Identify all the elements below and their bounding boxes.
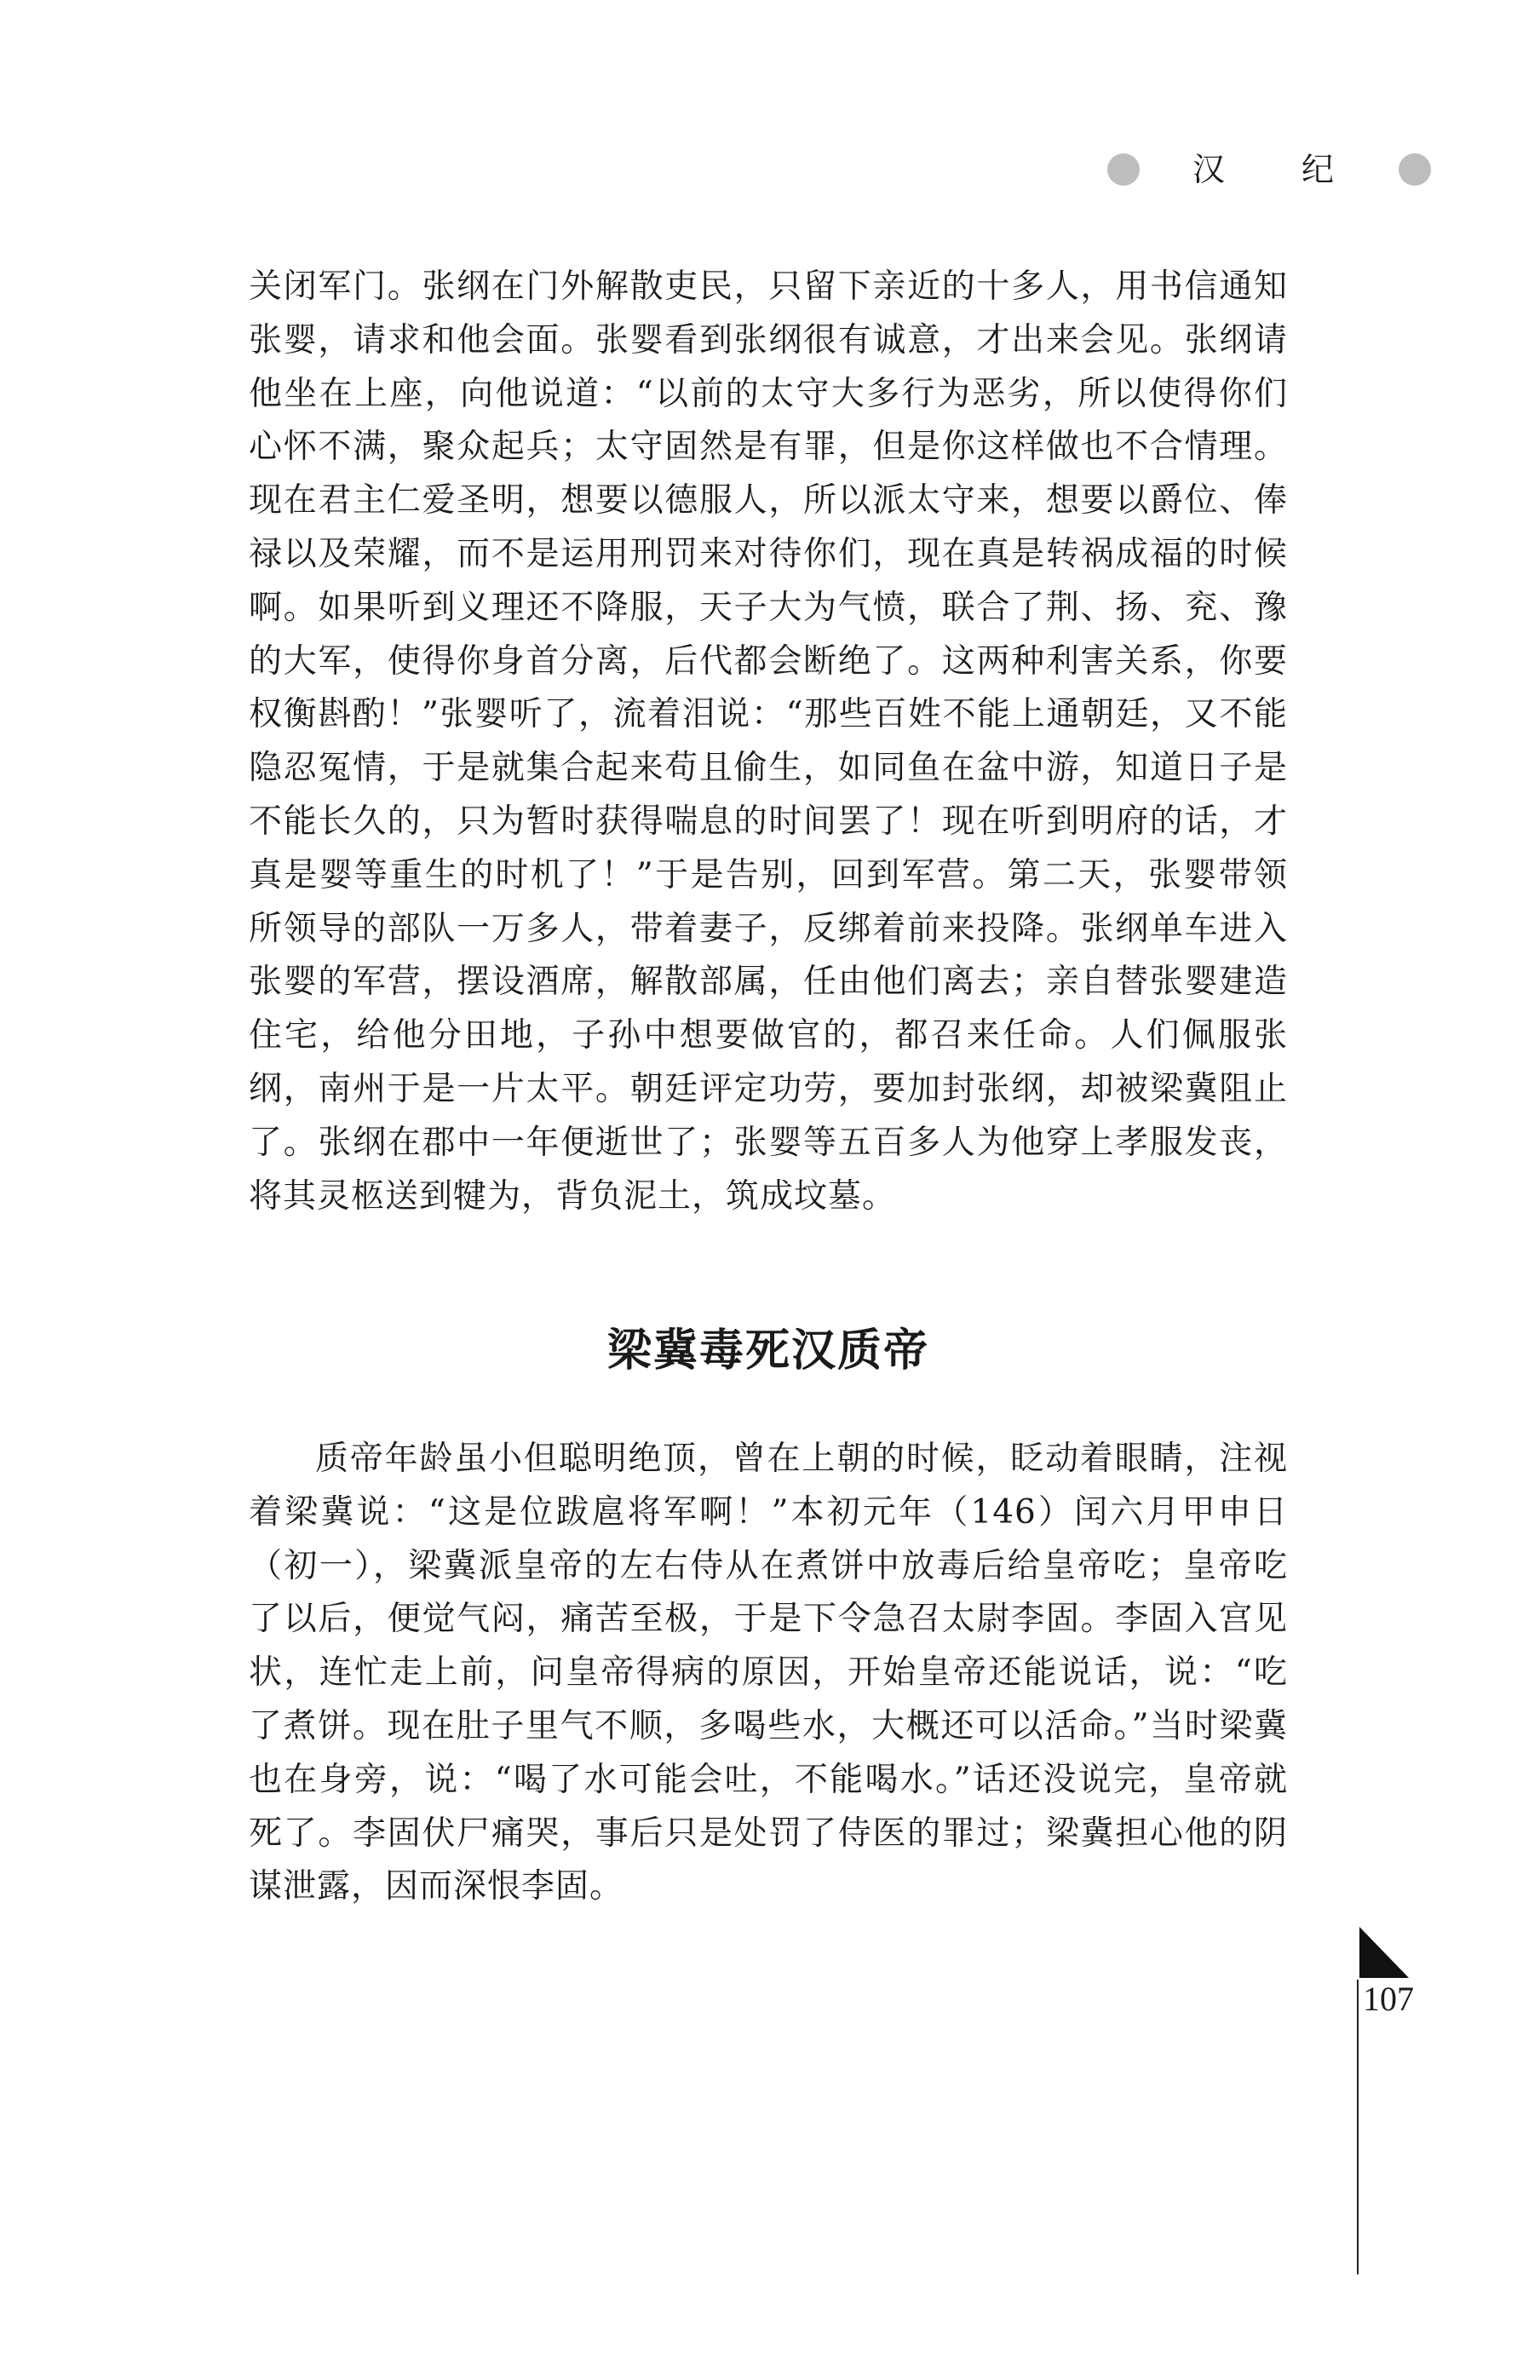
- header-dot-right-icon: [1399, 153, 1431, 186]
- margin-rule: [1357, 1980, 1359, 2274]
- page-corner-triangle-icon: [1359, 1927, 1409, 1978]
- body-paragraph-1: 关闭军门。张纲在门外解散吏民，只留下亲近的十多人，用书信通知张婴，请求和他会面。张婴看到张纲很有诚意，才出来会见。张纲请他坐在上座，向他说道：“以前的太守大多行为恶劣，所以使得你们心怀不满，聚众起兵；太守固然是有罪，但是你这样做也不合情理。现在君主仁爱圣明，想要以德服人，所以派太守来，想要以爵位、俸禄以及荣耀，而不是运用刑罚来对待你们，现在真是转祸成福的时候啊。如果听到义理还不降服，天子大为气愤，联合了荆、扬、兖、豫的大军，使得你身首分离，后代都会断绝了。这两种利害关系，你要权衡斟酌！”张婴听了，流着泪说：“那些百姓不能上通朝廷，又不能隐忍冤情，于是就集合起来苟且偷生，如同鱼在盆中游，知道日子是不能长久的，只为暂时获得喘息的时间罢了！现在听到明府的话，才真是婴等重生的时机了！”于是告别，回到军营。第二天，张婴带领所领导的部队一万多人，带着妻子，反绑着前来投降。张纲单车进入张婴的军营，摆设酒席，解散部属，任由他们离去；亲自替张婴建造住宅，给他分田地，子孙中想要做官的，都召来任命。人们佩服张纲，南州于是一片太平。朝廷评定功劳，要加封张纲，却被梁冀阻止了。张纲在郡中一年便逝世了；张婴等五百多人为他穿上孝服发丧，将其灵柩送到犍为，背负泥土，筑成坟墓。: [249, 267, 1288, 1216]
- header-title-char-2: 纪: [1302, 151, 1335, 188]
- body-paragraph-2: 质帝年龄虽小但聪明绝顶，曾在上朝的时候，眨动着眼睛，注视着梁冀说：“这是位跋扈将军啊！”本初元年（146）闰六月甲申日（初一），梁冀派皇帝的左右侍从在煮饼中放毒后给皇帝吃；皇帝吃了以后，便觉气闷，痛苦至极，于是下令急召太尉李固。李固入宫见状，连忙走上前，问皇帝得病的原因，开始皇帝还能说话，说：“吃了煮饼。现在肚子里气不顺，多喝些水，大概还可以活命。”当时梁冀也在身旁，说：“喝了水可能会吐，不能喝水。”话还没说完，皇帝就死了。李固伏尸痛哭，事后只是处罚了侍医的罪过；梁冀担心他的阴谋泄露，因而深恨李固。: [249, 1440, 1288, 1906]
- page-number: 107: [1363, 1980, 1414, 2018]
- header-dot-left-icon: [1107, 153, 1140, 186]
- running-header: [1107, 143, 1431, 203]
- section-title: 梁冀毒死汉质帝: [606, 1325, 929, 1377]
- header-title-char-1: 汉: [1192, 151, 1226, 188]
